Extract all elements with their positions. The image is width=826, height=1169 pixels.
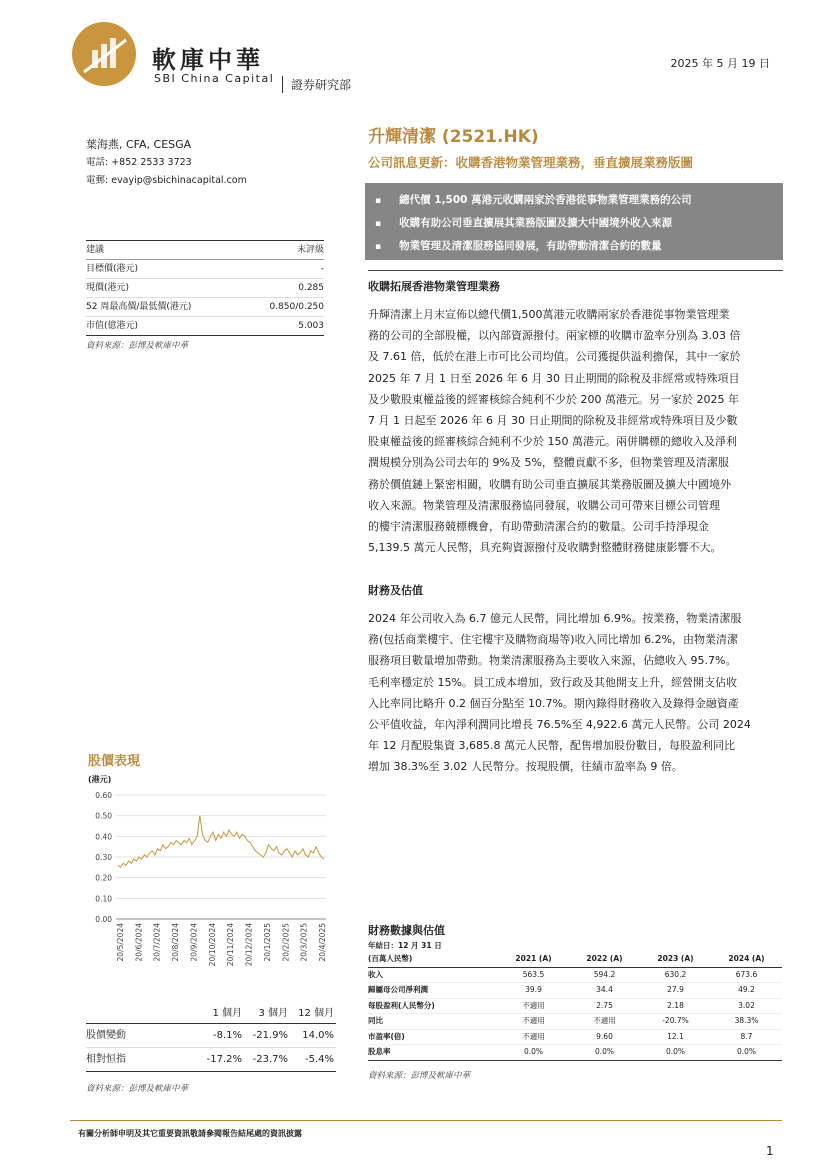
table-cell: 563.5 [522, 969, 545, 979]
row-label: 收入 [368, 969, 383, 979]
table-cell: 0.0% [523, 1047, 544, 1056]
x-tick-label: 20/12/2024 [244, 923, 254, 967]
section-divider [368, 270, 783, 271]
row-label: 每股盈利(人民幣分) [368, 1000, 435, 1010]
financials-source: 資料來源：彭博及軟庫中華 [368, 1070, 471, 1081]
table-row [368, 968, 782, 984]
table-row [368, 983, 782, 999]
key-data-source: 資料來源：彭博及軟庫中華 [86, 341, 189, 351]
x-tick-label: 20/9/2024 [189, 923, 199, 962]
page-number: 1 [766, 1144, 774, 1158]
table-row [368, 1045, 782, 1061]
table-cell: -23.7% [252, 1054, 288, 1065]
y-tick-label: 0.60 [95, 791, 112, 800]
table-row [86, 1024, 336, 1048]
key-data-row [86, 298, 324, 317]
column-header: 2023 (A) [657, 954, 694, 963]
analyst-name: 葉海燕, CFA, CESGA [86, 138, 192, 151]
body-line: 務的公司的全部股權，以內部資源撥付。兩家標的收購市盈率分別為 3.03 倍 [368, 329, 741, 343]
row-label: 歸屬母公司淨利潤 [368, 985, 428, 994]
table-cell: 不適用 [522, 1031, 545, 1041]
body-line: 收入來源。物業管理及清潔服務協同發展，收購公司可帶來目標公司管理 [368, 498, 720, 512]
body-line: 服務項目數量增加帶動。物業清潔服務為主要收入來源，佔總收入 95.7%。 [368, 654, 737, 668]
highlight-item: ▪ 物業管理及清潔服務協同發展，有助帶動清潔合約的數量 [375, 235, 783, 258]
financials-title: 財務數據與估值 [368, 924, 445, 937]
table-row [86, 1048, 336, 1072]
price-series-line [118, 816, 324, 868]
table-cell: 27.9 [667, 985, 684, 994]
table-cell: 0.0% [665, 1047, 686, 1056]
y-tick-label: 0.30 [95, 853, 112, 862]
key-data-value: 5.003 [298, 321, 324, 331]
table-cell: 3.02 [738, 1000, 755, 1010]
key-data-value: 0.285 [298, 283, 324, 293]
performance-source: 資料來源：彭博及軟庫中華 [86, 1084, 189, 1094]
key-data-row [86, 279, 324, 298]
department: 證券研究部 [282, 76, 351, 93]
table-cell: 49.2 [738, 985, 755, 994]
header-cell: 1 個月 [212, 1008, 242, 1019]
key-data-table [86, 240, 324, 351]
y-tick-label: 0.10 [95, 894, 112, 904]
body-line: 的樓宇清潔服務競標機會，有助帶動清潔合約的數量。公司手持淨現金 [368, 520, 709, 534]
x-tick-label: 20/3/2025 [299, 923, 309, 962]
analyst-info [86, 136, 247, 190]
body-line: 2024 年公司收入為 6.7 億元人民幣，同比增加 6.9%。按業務，物業清潔服 [368, 612, 742, 625]
body-line: 升輝清潔上月末宣佈以總代價1,500萬港元收購兩家於香港從事物業管理業 [368, 308, 730, 321]
body-line: 及 7.61 倍，低於在港上市可比公司均值。公司獲提供溢利擔保，其中一家於 [368, 350, 741, 364]
table-cell: 2.75 [596, 1000, 613, 1010]
table-cell: 不適用 [522, 1016, 545, 1025]
table-cell: -17.2% [206, 1054, 242, 1065]
key-data-label: 市值(億港元) [86, 321, 139, 331]
row-label: 同比 [368, 1016, 383, 1025]
x-tick-label: 20/5/2024 [116, 923, 125, 962]
body-line: 公平值收益，年內淨利潤同比增長 76.5%至 4,922.6 萬元人民幣。公司 2024 [368, 718, 751, 732]
table-cell: -20.7% [662, 1016, 689, 1025]
column-header: 2022 (A) [586, 954, 623, 963]
body-line: 務於價值鏈上緊密相關，收購有助公司垂直擴展其業務版圖及擴大中國境外 [368, 477, 731, 491]
key-data-label: 現價(港元) [86, 283, 130, 293]
analyst-phone: 電話: +852 2533 3723 [86, 157, 192, 168]
body-line: 年 12 月配股集資 3,685.8 萬元人民幣，配售增加股份數目，每股盈利同比 [368, 739, 735, 753]
column-header: 2021 (A) [515, 954, 552, 963]
company-logo [70, 20, 138, 88]
header-cell [86, 1005, 196, 1023]
table-cell: -5.4% [304, 1054, 334, 1065]
key-data-label: 建議 [86, 245, 105, 255]
key-data-row [86, 240, 324, 260]
footer-divider [70, 1120, 782, 1121]
table-cell: 38.3% [734, 1016, 759, 1025]
table-cell: 8.7 [740, 1031, 753, 1041]
key-data-label: 目標價(港元) [86, 264, 139, 274]
financials-header-row [368, 952, 782, 968]
body-line: 及少數股東權益後的經審核綜合純利不少於 200 萬港元。另一家於 2025 年 [368, 392, 739, 406]
table-row [368, 1014, 782, 1030]
row-label: 股價變動 [86, 1030, 126, 1041]
performance-table [86, 1005, 336, 1094]
price-chart-svg [86, 770, 336, 995]
performance-title: 股價表現 [88, 754, 141, 769]
year-end-note: 年結日：12 月 31 日 [368, 941, 442, 950]
analyst-email[interactable]: 電郵: evayip@sbichinacapital.com [86, 175, 247, 186]
performance-table-header [86, 1005, 336, 1024]
row-label: 市盈率(倍) [368, 1031, 405, 1041]
body-line: 增加 38.3%至 3.02 人民幣分。按現股價，往績市盈率為 9 倍。 [368, 760, 683, 774]
table-cell: 630.2 [664, 969, 687, 979]
brand-name-cn: 軟庫中華 [152, 46, 264, 74]
table-cell: 0.0% [736, 1047, 757, 1056]
table-cell: 34.4 [596, 985, 613, 994]
highlights-box [365, 183, 783, 260]
x-tick-label: 20/8/2024 [171, 923, 181, 962]
section-heading: 收購拓展香港物業管理業務 [368, 280, 500, 293]
body-line: 入比率同比略升 0.2 個百分點至 10.7%。期內錄得財務收入及錄得金融資產 [368, 696, 739, 710]
highlight-item: ▪ 收購有助公司垂直擴展其業務版圖及擴大中國境外收入來源 [375, 212, 783, 235]
key-data-row [86, 317, 324, 336]
highlight-item: ▪ 總代價 1,500 萬港元收購兩家於香港從事物業管理業務的公司 [375, 189, 783, 212]
key-data-value: - [320, 264, 324, 274]
x-tick-label: 20/10/2024 [207, 923, 217, 967]
y-axis-label: (港元) [88, 775, 112, 784]
section-heading: 財務及估值 [368, 584, 423, 597]
table-cell: -8.1% [212, 1030, 242, 1041]
key-data-label: 52 周最高價/最低價(港元) [86, 302, 192, 312]
table-cell: -21.9% [252, 1030, 288, 1041]
body-line: 5,139.5 萬元人民幣，具充夠資源撥付及收購對整體財務健康影響不大。 [368, 541, 722, 555]
section1-body [368, 304, 783, 558]
body-line: 7 月 1 日起至 2026 年 6 月 30 日止期間的除稅及非經常或特殊項目及少數 [368, 414, 738, 428]
key-data-value: 0.850/0.250 [269, 302, 324, 312]
unit-label: (百萬人民幣) [368, 954, 413, 963]
table-cell: 2.18 [667, 1000, 684, 1010]
key-data-row [86, 260, 324, 279]
x-tick-label: 20/7/2024 [152, 923, 162, 962]
footer-disclaimer: 有關分析師申明及其它重要資訊敬請參閱報告結尾處的資訊披露 [78, 1129, 302, 1138]
table-cell: 673.6 [735, 969, 758, 979]
header-cell: 12 個月 [298, 1008, 334, 1019]
brand-name-en: SBI China Capital [154, 72, 275, 85]
price-chart [86, 770, 336, 999]
financials-table [368, 940, 782, 1081]
body-line: 毛利率穩定於 15%。員工成本增加，致行政及其他開支上升，經營開支佔收 [368, 675, 737, 689]
row-label: 相對恒指 [86, 1054, 126, 1065]
body-line: 股東權益後的經審核綜合純利不少於 150 萬港元。兩併購標的總收入及淨利 [368, 435, 737, 449]
table-row [368, 1030, 782, 1046]
table-cell: 9.60 [596, 1031, 613, 1041]
body-line: 2025 年 7 月 1 日至 2026 年 6 月 30 日止期間的除稅及非經常或特殊項目 [368, 371, 740, 385]
x-tick-label: 20/4/2025 [318, 923, 327, 962]
body-line: 潤規模分別為公司去年的 9%及 5%，整體貢獻不多，但物業管理及清潔服 [368, 456, 729, 470]
body-line: 務(包括商業樓宇、住宅樓宇及購物商場等)收入同比增加 6.2%，由物業清潔 [368, 633, 739, 647]
y-tick-label: 0.50 [95, 811, 112, 821]
x-tick-label: 20/1/2025 [262, 923, 272, 962]
header-cell: 3 個月 [258, 1008, 288, 1019]
table-cell: 594.2 [593, 969, 616, 979]
x-tick-label: 20/11/2024 [226, 923, 236, 967]
report-title: 升輝清潔 (2521.HK) [368, 127, 539, 147]
column-header: 2024 (A) [728, 954, 765, 963]
report-subtitle: 公司訊息更新：收購香港物業管理業務，垂直擴展業務版圖 [368, 155, 694, 170]
x-tick-label: 20/2/2025 [281, 923, 291, 962]
section2-body [368, 608, 783, 778]
y-tick-label: 0.00 [95, 915, 112, 924]
table-cell: 0.0% [594, 1047, 615, 1056]
table-row [368, 999, 782, 1015]
table-cell: 14.0% [302, 1030, 334, 1041]
table-cell: 12.1 [667, 1031, 684, 1041]
report-date: 2025 年 5 月 19 日 [670, 57, 770, 70]
table-cell: 不適用 [593, 1016, 616, 1025]
y-tick-label: 0.40 [95, 832, 112, 842]
table-cell: 39.9 [525, 985, 542, 994]
key-data-value: 未評級 [296, 245, 324, 255]
row-label: 股息率 [368, 1047, 391, 1056]
table-cell: 不適用 [522, 1000, 545, 1010]
y-tick-label: 0.20 [95, 873, 112, 883]
x-tick-label: 20/6/2024 [134, 923, 144, 962]
